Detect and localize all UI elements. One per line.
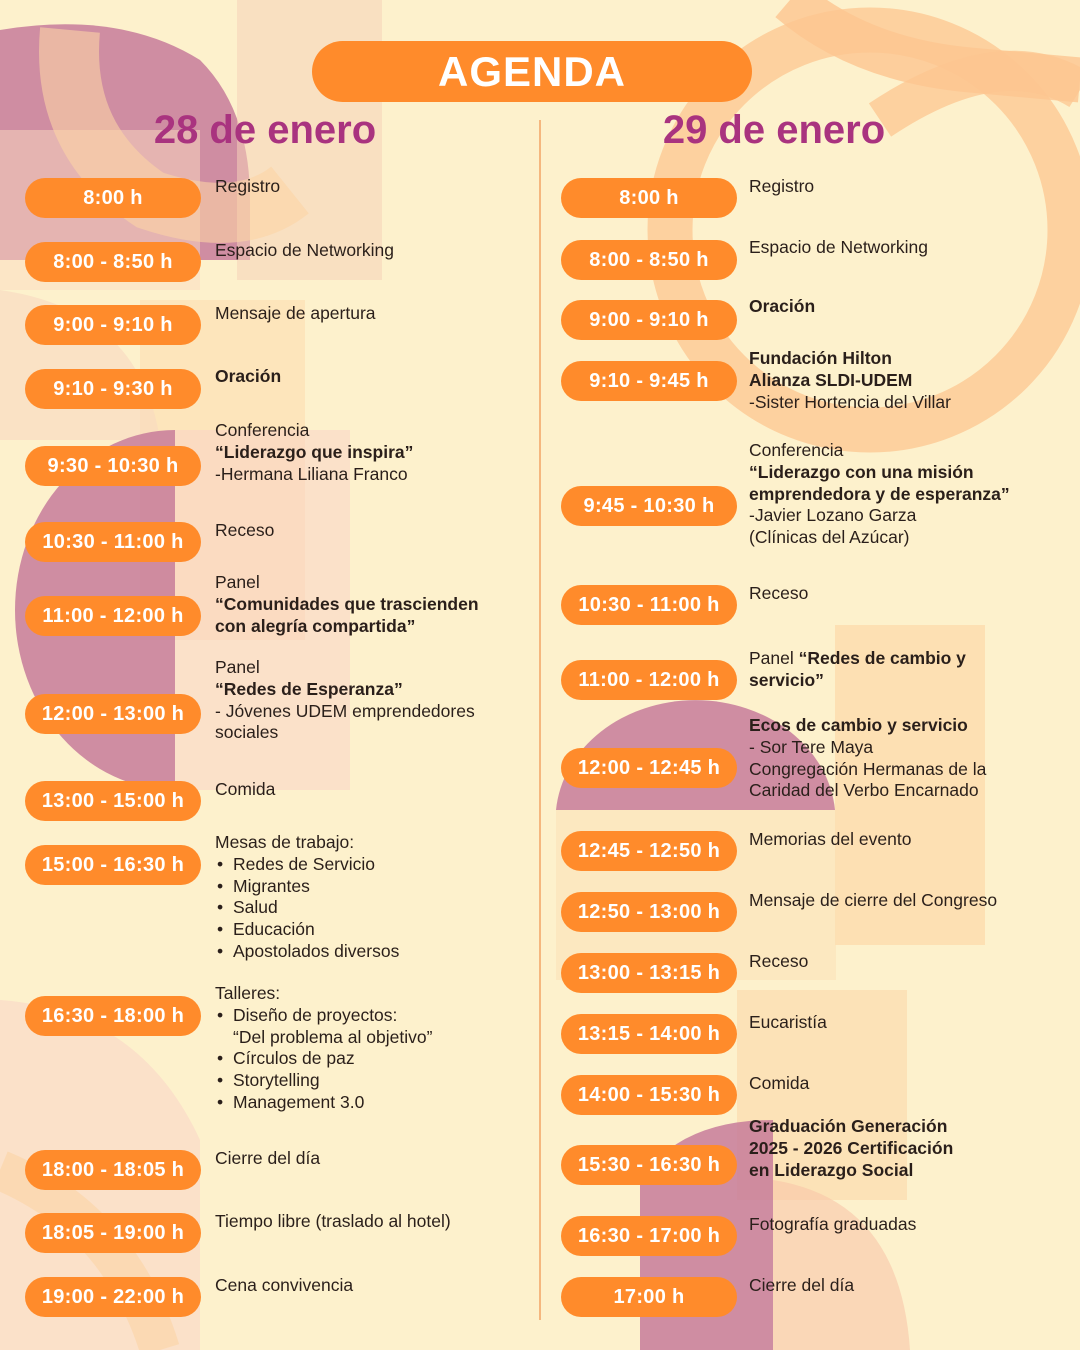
session-description xyxy=(749,296,1049,318)
session-description xyxy=(749,1275,1049,1297)
session-line: Tiempo libre (traslado al hotel) xyxy=(215,1211,451,1231)
session-description xyxy=(749,348,1049,413)
session-line: (Clínicas del Azúcar) xyxy=(749,527,910,548)
session-description xyxy=(749,1214,1049,1236)
session-line: Congregación Hermanas de la xyxy=(749,758,987,779)
session-description xyxy=(215,176,525,198)
time-badge: 9:10 - 9:30 h xyxy=(25,369,201,409)
time-badge: 17:00 h xyxy=(561,1277,737,1317)
session-line: Registro xyxy=(215,176,281,196)
time-badge: 12:45 - 12:50 h xyxy=(561,831,737,871)
time-badge: 12:50 - 13:00 h xyxy=(561,892,737,932)
time-badge: 9:30 - 10:30 h xyxy=(25,446,201,486)
bullet-item: • Círculos de paz xyxy=(215,1048,525,1070)
session-line: 2025 - 2026 Certificación xyxy=(749,1137,954,1158)
time-badge: 9:45 - 10:30 h xyxy=(561,486,737,526)
session-description xyxy=(749,176,1049,198)
session-line xyxy=(749,648,1049,670)
time-badge: 14:00 - 15:30 h xyxy=(561,1075,737,1115)
session-line: -Sister Hortencia del Villar xyxy=(749,391,951,412)
bullet-item: • Management 3.0 xyxy=(215,1092,525,1114)
session-description xyxy=(749,1116,1049,1181)
session-description xyxy=(749,440,1049,549)
session-description xyxy=(749,715,1049,802)
bullet-item: • Apostolados diversos xyxy=(215,941,525,963)
time-badge: 13:00 - 15:00 h xyxy=(25,781,201,821)
time-badge: 12:00 - 12:45 h xyxy=(561,748,737,788)
session-description xyxy=(215,983,525,1114)
time-badge: 11:00 - 12:00 h xyxy=(561,660,737,700)
bullet-item: • Diseño de proyectos: “Del problema al objetivo” xyxy=(215,1005,525,1049)
time-badge: 18:05 - 19:00 h xyxy=(25,1213,201,1253)
time-badge: 9:00 - 9:10 h xyxy=(25,305,201,345)
session-description xyxy=(215,779,525,801)
session-line: Receso xyxy=(749,951,809,971)
time-badge: 18:00 - 18:05 h xyxy=(25,1150,201,1190)
session-description xyxy=(749,890,1049,912)
session-description xyxy=(215,1148,525,1170)
session-line: “Liderazgo con una misión xyxy=(749,461,974,482)
time-badge: 10:30 - 11:00 h xyxy=(25,522,201,562)
time-badge: 15:00 - 16:30 h xyxy=(25,845,201,885)
session-description xyxy=(749,648,1049,692)
time-badge: 15:30 - 16:30 h xyxy=(561,1145,737,1185)
time-badge: 12:00 - 13:00 h xyxy=(25,694,201,734)
session-line: Conferencia xyxy=(215,420,310,440)
session-line: Caridad del Verbo Encarnado xyxy=(749,780,979,801)
session-line: Memorias del evento xyxy=(749,829,912,849)
session-description xyxy=(215,420,525,485)
time-badge: 19:00 - 22:00 h xyxy=(25,1277,201,1317)
session-line: - Sor Tere Maya xyxy=(749,736,874,757)
agenda-title: AGENDA xyxy=(312,41,752,102)
session-line: “Liderazgo que inspira” xyxy=(215,441,414,462)
bullet-list xyxy=(215,854,525,963)
session-line: Cierre del día xyxy=(215,1148,321,1168)
session-line: “Redes de Esperanza” xyxy=(215,678,403,699)
session-line: Cena convivencia xyxy=(215,1275,354,1295)
time-badge: 8:00 - 8:50 h xyxy=(561,240,737,280)
time-badge: 13:00 - 13:15 h xyxy=(561,953,737,993)
bullet-item: • Redes de Servicio xyxy=(215,854,525,876)
day-title-29: 29 de enero xyxy=(662,108,886,152)
time-badge: 16:30 - 18:00 h xyxy=(25,996,201,1036)
session-line-prefix: Panel xyxy=(749,648,799,668)
session-line: Ecos de cambio y servicio xyxy=(749,715,968,735)
time-badge: 16:30 - 17:00 h xyxy=(561,1216,737,1256)
session-line: en Liderazgo Social xyxy=(749,1159,914,1180)
session-line: Receso xyxy=(215,520,275,540)
session-line: Espacio de Networking xyxy=(215,240,394,260)
session-line: Oración xyxy=(749,296,816,316)
session-description xyxy=(749,1012,1049,1034)
session-line: Espacio de Networking xyxy=(749,237,928,257)
time-badge: 11:00 - 12:00 h xyxy=(25,596,201,636)
day-title-28: 28 de enero xyxy=(153,108,377,152)
time-badge: 13:15 - 14:00 h xyxy=(561,1014,737,1054)
session-line: -Hermana Liliana Franco xyxy=(215,463,408,484)
session-line: Oración xyxy=(215,366,282,386)
session-line: Receso xyxy=(749,583,809,603)
session-description xyxy=(215,520,525,542)
session-line: Mensaje de apertura xyxy=(215,303,376,323)
session-description xyxy=(749,1073,1049,1095)
session-description xyxy=(215,303,525,325)
session-description xyxy=(749,829,1049,851)
session-description xyxy=(215,657,525,744)
session-line: Alianza SLDI-UDEM xyxy=(749,369,913,390)
session-line: Fotografía graduadas xyxy=(749,1214,917,1234)
session-line: Panel xyxy=(215,657,260,677)
session-line: con alegría compartida” xyxy=(215,615,416,636)
session-line: Talleres: xyxy=(215,983,281,1003)
time-badge: 8:00 h xyxy=(25,178,201,218)
session-line-bold: “Redes de cambio y xyxy=(798,648,966,668)
bullet-item: • Storytelling xyxy=(215,1070,525,1092)
session-description xyxy=(749,951,1049,973)
column-divider xyxy=(539,120,541,1320)
session-line: emprendedora y de esperanza” xyxy=(749,483,1010,504)
session-line: Comida xyxy=(215,779,276,799)
session-line: Mensaje de cierre del Congreso xyxy=(749,890,998,910)
session-description xyxy=(215,1275,525,1297)
session-description xyxy=(215,366,525,388)
session-line: Conferencia xyxy=(749,440,844,460)
time-badge: 10:30 - 11:00 h xyxy=(561,585,737,625)
time-badge: 8:00 h xyxy=(561,178,737,218)
bullet-item: • Migrantes xyxy=(215,876,525,898)
session-line: Fundación Hilton xyxy=(749,348,892,368)
bullet-item: • Educación xyxy=(215,919,525,941)
session-line: Registro xyxy=(749,176,815,196)
session-line: Mesas de trabajo: xyxy=(215,832,355,852)
bullet-item: • Salud xyxy=(215,897,525,919)
session-line: servicio” xyxy=(749,669,824,690)
time-badge: 8:00 - 8:50 h xyxy=(25,242,201,282)
bullet-list xyxy=(215,1005,525,1114)
session-line: Eucaristía xyxy=(749,1012,827,1032)
session-line: -Javier Lozano Garza xyxy=(749,505,917,526)
session-description xyxy=(749,583,1049,605)
session-description xyxy=(215,1211,525,1233)
session-line: “Comunidades que trascienden xyxy=(215,593,479,614)
time-badge: 9:00 - 9:10 h xyxy=(561,300,737,340)
session-line: Cierre del día xyxy=(749,1275,855,1295)
session-description xyxy=(749,237,1049,259)
session-line: - Jóvenes UDEM emprendedores xyxy=(215,700,475,721)
session-line: sociales xyxy=(215,722,279,743)
session-description xyxy=(215,240,525,262)
session-description xyxy=(215,572,525,637)
session-line: Graduación Generación xyxy=(749,1116,948,1136)
session-line: Panel xyxy=(215,572,260,592)
session-line: Comida xyxy=(749,1073,810,1093)
session-description xyxy=(215,832,525,963)
time-badge: 9:10 - 9:45 h xyxy=(561,361,737,401)
